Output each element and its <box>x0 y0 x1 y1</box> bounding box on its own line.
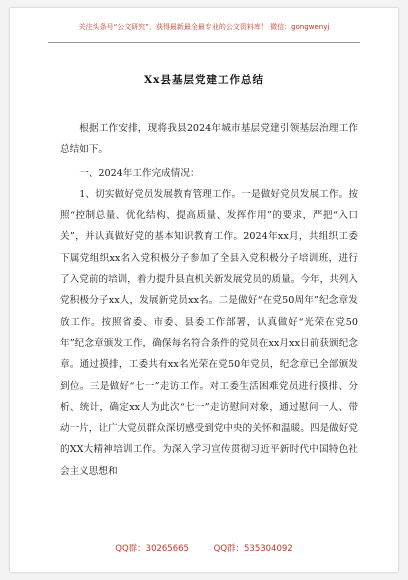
document-page <box>10 8 398 572</box>
document-title: Xx县基层党建工作总结 <box>144 74 264 86</box>
header-note: 关注头条号“公文研究”，获得最新最全最专业的公文资料库！ 微信：gongwenyj <box>78 23 330 31</box>
header-divider <box>48 42 360 43</box>
document-body <box>60 118 358 482</box>
footer-qq-group-2: QQ群：535304092 <box>213 544 293 554</box>
section-heading: 一、2024年工作完成情况： <box>79 167 200 179</box>
body-paragraph: 1、切实做好党员发展教育管理工作。一是做好党员发展工作。按照“控制总量、优化结构、提高质量、发挥作用”的要求，严把“入口关”，并认真做好党的基本知识教育工作。2024年xx月，共组织工委下属党组织xx名入党积极分子参加了全县入党积极分子培训班，进行了入党前的培训，着力提升县直机关新发展党员的质量。今年，共列入党积极分子xx人，发展新党员xx名。二是做好“在党50周年”纪念章发放工作。按照省委、市委、县委工作部署，认真做好“光荣在党50年”纪念章颁发工作，确保每名符合条件的党员在xx月xx日前获颁纪念章。通过摸排，工委共有xx名光荣在党50年党员，纪念章已全部颁发到位。三是做好“七一”走访工作。对工委生活困难党员进行摸排、分析、统计，确定xx人为此次“七一”走访慰问对象，通过慰问一人、带动一片，让广大党员群众深切感受到党中央的关怀和温暖。四是做好党的XX大精神培训工作。为深入学习宣传贯彻习近平新时代中国特色社会主义思想和 <box>60 188 358 477</box>
footer-qq-group-1: QQ群：30265665 <box>115 544 189 554</box>
footer-contact <box>10 542 398 554</box>
intro-paragraph: 根据工作安排，现将我县2024年城市基层党建引领基层治理工作总结如下。 <box>60 123 358 156</box>
